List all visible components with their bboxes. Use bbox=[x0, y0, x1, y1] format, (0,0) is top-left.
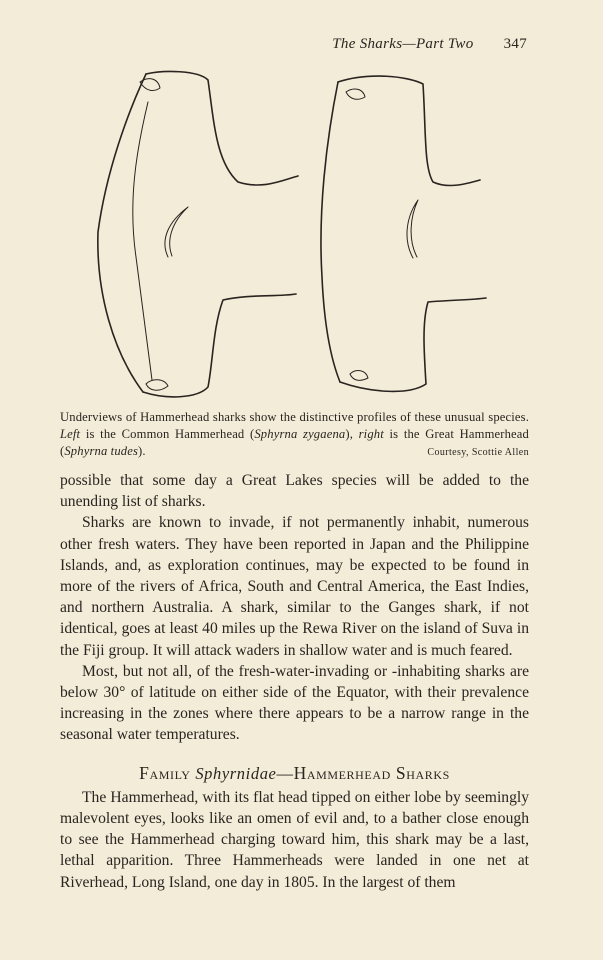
right-head-top bbox=[338, 76, 480, 185]
paragraph-continued: possible that some day a Great Lakes species will be added to the unending list of sharks. bbox=[60, 472, 529, 511]
caption-left-species: Sphyrna zygaena bbox=[254, 427, 346, 441]
right-mouth bbox=[407, 200, 418, 258]
left-head-outer-edge bbox=[98, 74, 146, 392]
left-head-bottom bbox=[143, 294, 296, 397]
left-eye-top bbox=[140, 79, 160, 91]
caption-text-mid3: is the Great Hammerhead ( bbox=[60, 427, 529, 458]
page-number: 347 bbox=[503, 36, 527, 52]
caption-text-mid2: ), bbox=[345, 427, 359, 441]
body-text bbox=[60, 470, 529, 893]
running-header bbox=[332, 36, 527, 53]
heading-dash: — bbox=[276, 763, 294, 783]
right-eye-bottom bbox=[350, 371, 368, 381]
great-hammerhead-outline bbox=[321, 76, 486, 391]
heading-family-name: Sphyrnidae bbox=[195, 763, 277, 783]
caption-text-start: Underviews of Hammerhead sharks show the distinctive profiles of these unusual species. bbox=[60, 410, 529, 424]
figure-caption bbox=[60, 409, 529, 461]
caption-right-label: right bbox=[358, 427, 384, 441]
left-head-top bbox=[146, 72, 298, 186]
left-mouth bbox=[165, 207, 188, 257]
right-head-outer-edge bbox=[321, 82, 340, 382]
running-title: The Sharks—Part Two bbox=[332, 36, 474, 52]
hammerhead-illustration bbox=[88, 62, 538, 404]
right-eye-top bbox=[346, 89, 365, 99]
caption-text-mid1: is the Common Hammerhead ( bbox=[80, 427, 255, 441]
paragraph-hammerhead: The Hammerhead, with its flat head tipped on either lobe by seemingly malevolent eyes, looks like an omen of evil and, to a bather close enough to see the Hammerhead charging toward him, this shark may be a last, lethal apparition. Three Hammerheads were landed in one net at Riverhead, Long Island, one day in 1805. In the largest of them bbox=[60, 788, 529, 891]
paragraph-fresh-waters: Sharks are known to invade, if not permanently inhabit, numerous other fresh waters. They have been reported in Japan and the Philippine Islands, and, as exploration continues, may be expected to be found in more of the rivers of Africa, South and Central America, the East Indies, and northern Australia. A shark, similar to the Ganges shark, if not identical, goes at least 40 miles up the Rewa River on the island of Suva in the Fiji group. It will attack waders in shallow water and is much feared. bbox=[60, 514, 529, 659]
photo-credit: Courtesy, Scottie Allen bbox=[427, 447, 529, 458]
common-hammerhead-outline bbox=[98, 72, 298, 397]
caption-left-label: Left bbox=[60, 427, 81, 441]
right-head-bottom bbox=[340, 298, 486, 391]
section-heading bbox=[60, 763, 529, 784]
paragraph-latitude: Most, but not all, of the fresh-water-invading or -inhabiting sharks are below 30° of latitude on either side of the Equator, with their prevalence increasing in the zones where there appears to be a narrow range in the seasonal water temperatures. bbox=[60, 662, 529, 744]
heading-common-name: Hammerhead Sharks bbox=[293, 762, 450, 783]
hammerhead-drawing bbox=[88, 62, 538, 404]
left-nostril-line bbox=[133, 102, 152, 380]
left-eye-bottom bbox=[146, 380, 168, 391]
caption-text-end: ). bbox=[138, 444, 146, 458]
heading-family-word: Family bbox=[139, 762, 191, 783]
caption-right-species: Sphyrna tudes bbox=[64, 444, 139, 458]
